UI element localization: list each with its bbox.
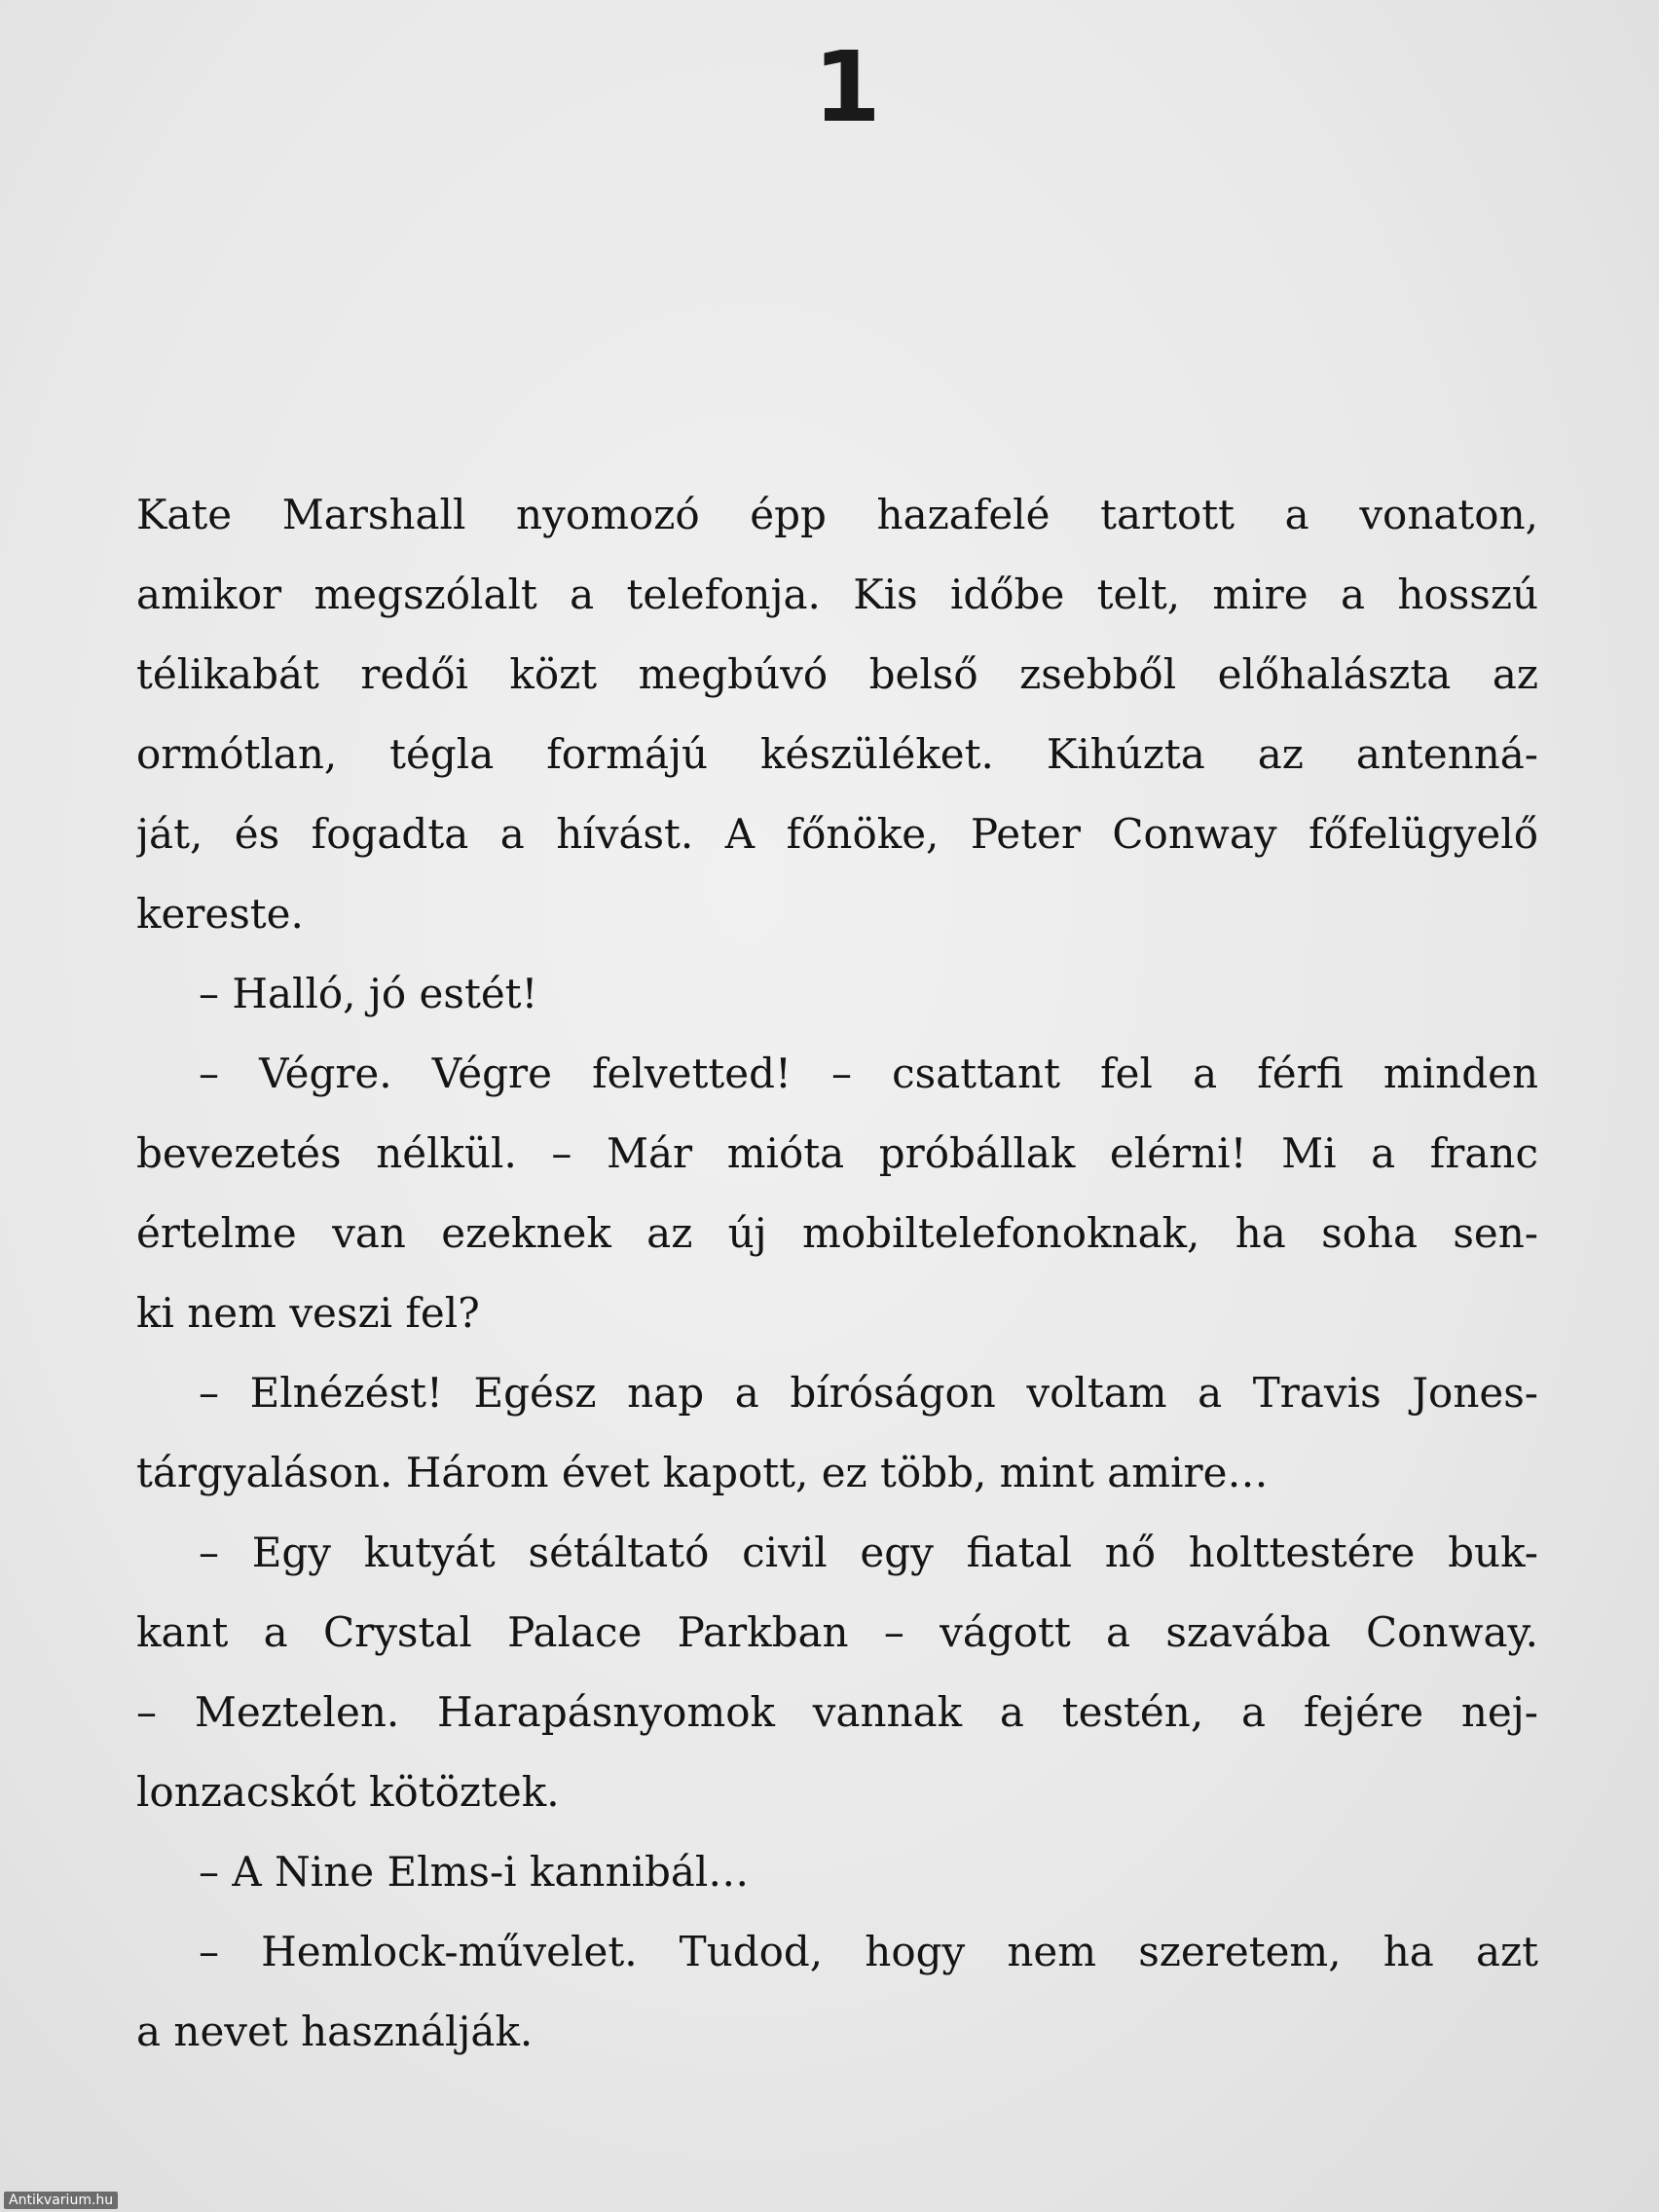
text-line: télikabát redői közt megbúvó belső zsebből előhalászta az — [136, 650, 1538, 698]
text-line: ját, és fogadta a hívást. A főnöke, Peter Conway főfelügyelő — [136, 810, 1538, 858]
text-line: értelme van ezeknek az új mobiltelefonoknak, ha soha sen- — [136, 1209, 1538, 1257]
text-line: – Meztelen. Harapásnyomok vannak a testén, a fejére nej- — [136, 1688, 1538, 1736]
chapter-body-text — [136, 475, 1538, 2072]
text-line: ki nem veszi fel? — [136, 1289, 480, 1337]
text-line: a nevet használják. — [136, 2008, 534, 2055]
text-line: – Egy kutyát sétáltató civil egy fiatal nő holttestére buk- — [199, 1529, 1538, 1576]
text-line: kereste. — [136, 890, 304, 938]
text-line: – Halló, jó estét! — [199, 970, 538, 1017]
text-line: bevezetés nélkül. – Már mióta próbállak elérni! Mi a franc — [136, 1129, 1538, 1177]
text-line: kant a Crystal Palace Parkban – vágott a szavába Conway. — [136, 1608, 1538, 1656]
text-line: – A Nine Elms-i kannibál… — [199, 1848, 750, 1896]
text-line: Kate Marshall nyomozó épp hazafelé tartott a vonaton, — [136, 491, 1538, 538]
text-line: ormótlan, tégla formájú készüléket. Kihúzta az antenná- — [136, 730, 1538, 778]
chapter-number: 1 — [813, 30, 881, 144]
source-watermark: Antikvarium.hu — [4, 2192, 118, 2209]
text-line: tárgyaláson. Három évet kapott, ez több, mint amire… — [136, 1449, 1269, 1496]
text-line: – Végre. Végre felvetted! – csattant fel a férfi minden — [199, 1050, 1538, 1097]
text-line: – Elnézést! Egész nap a bíróságon voltam a Travis Jones- — [199, 1369, 1538, 1417]
text-line: lonzacskót kötöztek. — [136, 1768, 560, 1816]
text-line: amikor megszólalt a telefonja. Kis időbe telt, mire a hosszú — [136, 571, 1538, 618]
text-line: – Hemlock-művelet. Tudod, hogy nem szeretem, ha azt — [199, 1928, 1538, 1975]
